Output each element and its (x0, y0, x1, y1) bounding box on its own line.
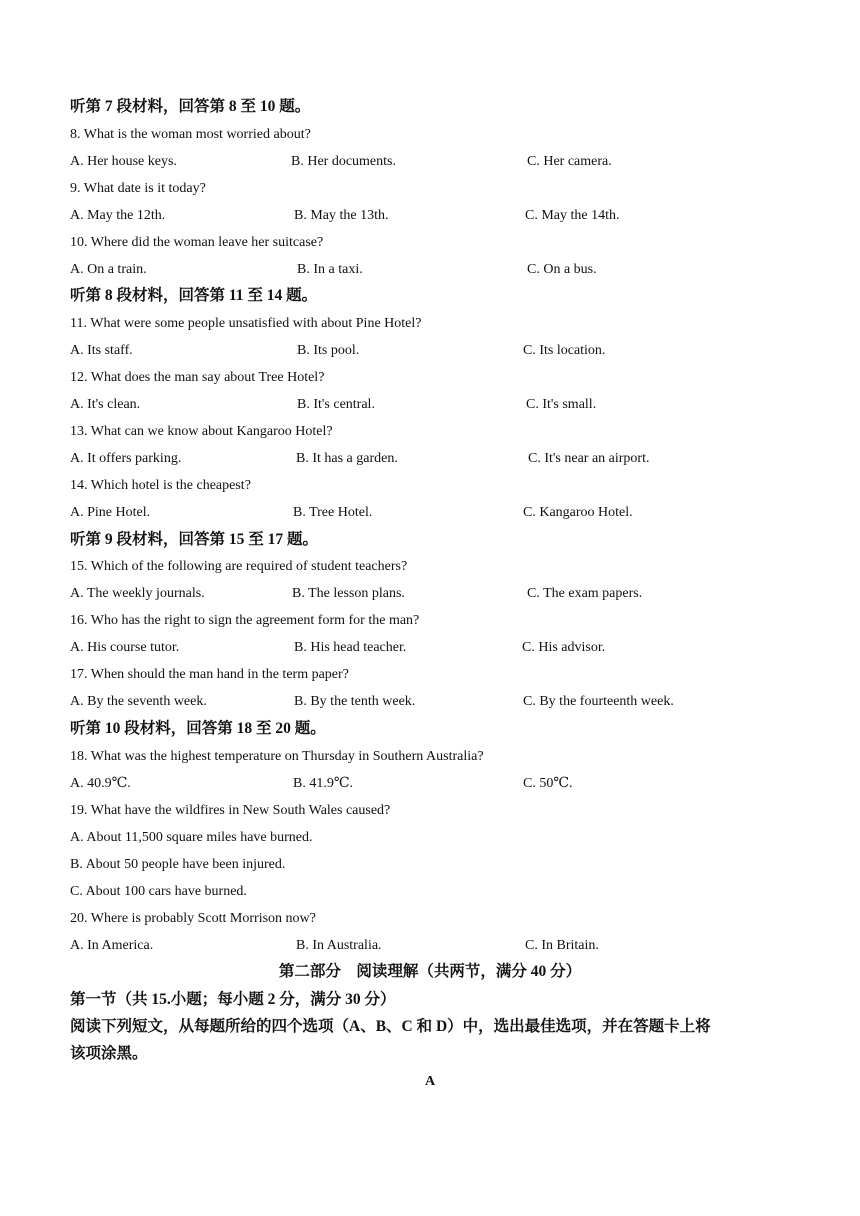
option-c: C. It's near an airport. (528, 451, 650, 466)
question-text: 19. What have the wildfires in New South Wales caused? (70, 803, 391, 818)
option-b: B. By the tenth week. (294, 694, 416, 709)
option-a: A. The weekly journals. (70, 586, 205, 601)
option-a: A. Pine Hotel. (70, 505, 151, 520)
option-c: C. Its location. (523, 343, 606, 358)
section-heading: 听第 8 段材料，回答第 11 至 14 题。 (70, 287, 318, 304)
option-c: C. Her camera. (527, 154, 612, 169)
option-b: B. In Australia. (296, 938, 382, 953)
part-title: 第二部分 阅读理解（共两节，满分 40 分） (278, 963, 582, 980)
instruction-line-2: 该项涂黑。 (70, 1045, 148, 1062)
question-text: 8. What is the woman most worried about? (70, 127, 311, 142)
option-c: C. By the fourteenth week. (523, 694, 674, 709)
option-b: B. May the 13th. (294, 208, 389, 223)
question-text: 9. What date is it today? (70, 181, 206, 196)
option-a: A. It's clean. (70, 397, 141, 412)
option-b: B. Her documents. (291, 154, 396, 169)
option-b: B. About 50 people have been injured. (70, 857, 286, 872)
section-heading: 听第 9 段材料，回答第 15 至 17 题。 (70, 531, 319, 548)
option-c: C. His advisor. (522, 640, 606, 655)
option-c: C. The exam papers. (527, 586, 643, 601)
option-b: B. It's central. (297, 397, 375, 412)
option-a: A. About 11,500 square miles have burned. (70, 830, 313, 845)
option-a: A. His course tutor. (70, 640, 180, 655)
option-b: B. It has a garden. (296, 451, 398, 466)
option-c: C. It's small. (526, 397, 597, 412)
passage-label: A (424, 1074, 436, 1089)
option-b: B. The lesson plans. (292, 586, 405, 601)
question-text: 13. What can we know about Kangaroo Hotel? (70, 424, 333, 439)
option-a: A. In America. (70, 938, 154, 953)
option-a: A. 40.9℃. (70, 776, 131, 791)
question-text: 18. What was the highest temperature on Thursday in Southern Australia? (70, 749, 484, 764)
question-text: 10. Where did the woman leave her suitcase? (70, 235, 324, 250)
question-text: 17. When should the man hand in the term paper? (70, 667, 349, 682)
option-b: B. Tree Hotel. (293, 505, 373, 520)
option-a: A. It offers parking. (70, 451, 182, 466)
option-c: C. May the 14th. (525, 208, 620, 223)
option-b: B. Its pool. (297, 343, 360, 358)
option-a: A. Its staff. (70, 343, 133, 358)
option-a: A. By the seventh week. (70, 694, 207, 709)
section-heading: 听第 7 段材料，回答第 8 至 10 题。 (70, 98, 311, 115)
section-heading: 听第 10 段材料，回答第 18 至 20 题。 (70, 720, 326, 737)
question-text: 14. Which hotel is the cheapest? (70, 478, 251, 493)
option-c: C. About 100 cars have burned. (70, 884, 247, 899)
section-title: 第一节（共 15.小题；每小题 2 分，满分 30 分） (70, 991, 396, 1008)
question-text: 16. Who has the right to sign the agreement form for the man? (70, 613, 420, 628)
option-a: A. On a train. (70, 262, 147, 277)
instruction-line-1: 阅读下列短文，从每题所给的四个选项（A、B、C 和 D）中，选出最佳选项，并在答题卡上将 (70, 1018, 711, 1035)
option-b: B. His head teacher. (294, 640, 407, 655)
option-b: B. In a taxi. (297, 262, 363, 277)
option-a: A. Her house keys. (70, 154, 177, 169)
option-c: C. In Britain. (525, 938, 599, 953)
question-text: 15. Which of the following are required of student teachers? (70, 559, 408, 574)
option-a: A. May the 12th. (70, 208, 166, 223)
option-c: C. On a bus. (527, 262, 597, 277)
option-c: C. 50℃. (523, 776, 573, 791)
question-text: 11. What were some people unsatisfied with about Pine Hotel? (70, 316, 422, 331)
option-c: C. Kangaroo Hotel. (523, 505, 633, 520)
question-text: 20. Where is probably Scott Morrison now? (70, 911, 316, 926)
question-text: 12. What does the man say about Tree Hotel? (70, 370, 325, 385)
option-b: B. 41.9℃. (293, 776, 353, 791)
